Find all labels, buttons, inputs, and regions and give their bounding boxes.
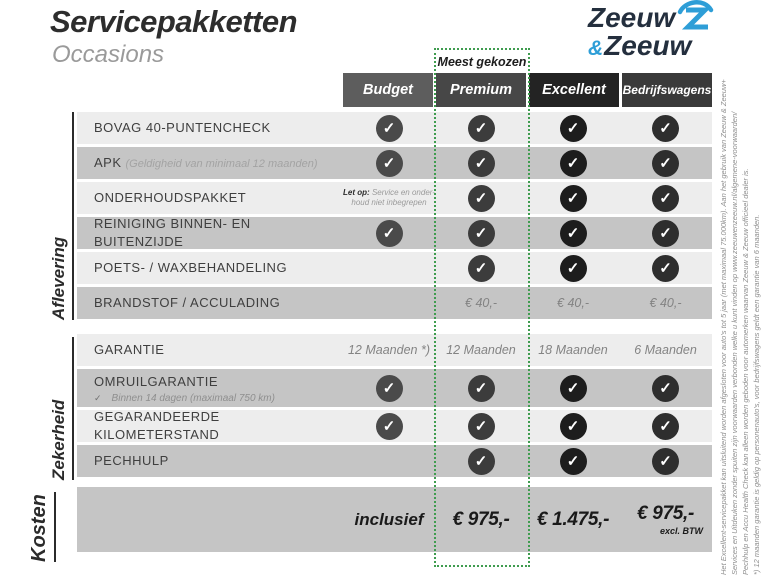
section-label-aflevering: Aflevering [49,236,68,320]
table-row-apk [77,147,712,179]
column-header-row [343,73,712,107]
logo-text-zeeuw-2: Zeeuw [604,30,692,61]
logo-text-zeeuw: Zeeuw [588,2,676,33]
check-icon: ✓ [560,375,587,402]
check-icon: ✓ [560,150,587,177]
meest-gekozen-label: Meest gekozen [437,55,527,69]
row-note: (Geldigheid van minimaal 12 maanden) [125,158,318,170]
table-row-garantie [77,334,712,366]
cell-value: 12 Maanden [446,343,516,357]
check-icon: ✓ [560,185,587,212]
cell-value: € 40,- [557,296,589,310]
check-icon: ✓ [560,448,587,475]
table-row-kosten [77,487,712,552]
table-row-onderhoudspakket [77,182,712,214]
row-label: GARANTIE [94,342,165,357]
column-header-bedrijfswagens: Bedrijfswagens [622,73,712,107]
check-icon: ✓ [468,413,495,440]
row-label: BOVAG 40-PUNTENCHECK [94,120,271,135]
column-header-budget: Budget [343,73,433,107]
cell-value: 12 Maanden *) [347,343,430,357]
disclaimer-line: Services en Uitdeuken zonder spuiten zijn voorwaarden verbonden welke u kunt vinden op www.zeeuwenzeeuw.nl/algemene-voorwaarden/ [729,111,739,575]
check-icon: ✓ [652,185,679,212]
check-icon: ✓ [652,413,679,440]
price-btw-note: excl. BTW [659,526,703,536]
check-icon: ✓ [560,413,587,440]
check-icon: ✓ [94,392,102,403]
row-label: BRANDSTOF / ACCULADING [94,295,281,310]
check-icon: ✓ [560,115,587,142]
check-icon: ✓ [468,375,495,402]
price-premium: € 975,- [452,508,510,530]
check-icon: ✓ [468,115,495,142]
cell-value: 18 Maanden [538,343,608,357]
table-row-pechhulp [77,445,712,477]
row-label: OMRUILGARANTIE ✓ Binnen 14 dagen (maximaal 750 km) [77,369,343,407]
zeeuw-en-zeeuw-logo [588,4,715,60]
check-icon: ✓ [468,185,495,212]
cell-value: € 40,- [465,296,497,310]
section-rail-kosten [28,492,56,562]
table-row-bovag-puntencheck [77,112,712,144]
price-excellent: € 1.475,- [536,508,610,530]
check-icon: ✓ [652,448,679,475]
check-icon: ✓ [376,375,403,402]
section-label-zekerheid: Zekerheid [49,399,68,480]
table-row-brandstof-acculading [77,287,712,319]
check-icon: ✓ [652,220,679,247]
row-label: APK (Geldigheid van minimaal 12 maanden) [94,155,318,170]
check-icon: ✓ [468,150,495,177]
check-icon: ✓ [376,220,403,247]
check-icon: ✓ [652,150,679,177]
section-label-kosten: Kosten [28,494,50,562]
disclaimer-line: Pechhulp en Accu Health Check kan alleen worden geboden voor automerken waarvan Zeeuw & Zeeuw officieel dealer is. [740,168,750,575]
row-label: GEGARANDEERDE KILOMETERSTAND [94,409,220,442]
disclaimer-line: Het Excellent-servicepakket kan uitsluitend worden afgesloten voor auto's tot 5 jaar (met maximaal 75.000km). Aan het gebruik van Zeeuw & Zeeuw+ [719,79,728,575]
check-icon: ✓ [652,255,679,282]
table-row-omruilgarantie [77,369,712,407]
check-icon: ✓ [376,413,403,440]
check-icon: ✓ [468,448,495,475]
cell-value: € 40,- [649,296,682,310]
service-packages-table [77,112,712,555]
price-inclusief: inclusief [354,509,424,529]
logo-ampersand: & [588,37,604,60]
check-icon: ✓ [560,220,587,247]
check-icon: ✓ [560,255,587,282]
cell-note: Let op: Service en onder- houd niet inbegrepen [343,187,435,207]
row-label: ONDERHOUDSPAKKET [94,190,247,205]
page-title: Servicepakketten [50,4,298,39]
table-row-poets-waxbehandeling [77,252,712,284]
row-label: PECHHULP [94,453,169,468]
check-icon: ✓ [468,255,495,282]
row-label: POETS- / WAXBEHANDELING [94,260,288,275]
zeeuw-z-swoosh-icon [677,0,715,34]
column-header-excellent: Excellent [529,73,619,107]
check-icon: ✓ [652,375,679,402]
row-sublabel: ✓ Binnen 14 dagen (maximaal 750 km) [94,392,275,404]
logo-line-2 [588,32,715,60]
price-bedrijfswagens: € 975,- [636,503,695,524]
check-icon: ✓ [376,150,403,177]
check-icon: ✓ [468,220,495,247]
row-label: REINIGING BINNEN- EN BUITENZIJDE [94,216,251,249]
disclaimer-text [719,60,763,575]
section-rail-zekerheid [49,337,74,480]
page-subtitle: Occasions [52,41,165,68]
check-icon: ✓ [652,115,679,142]
check-icon: ✓ [376,115,403,142]
section-rail-aflevering [49,112,74,320]
column-header-premium: Premium [436,73,526,107]
cell-value: 6 Maanden [634,343,697,357]
table-row-gegarandeerde-kilometerstand [77,410,712,442]
disclaimer-line: *) 12 maanden garantie is geldig op personenauto's, voor bedrijfswagens geldt een garantie van 6 maanden. [751,214,761,575]
row-label [77,487,343,552]
table-row-reiniging [77,217,712,249]
